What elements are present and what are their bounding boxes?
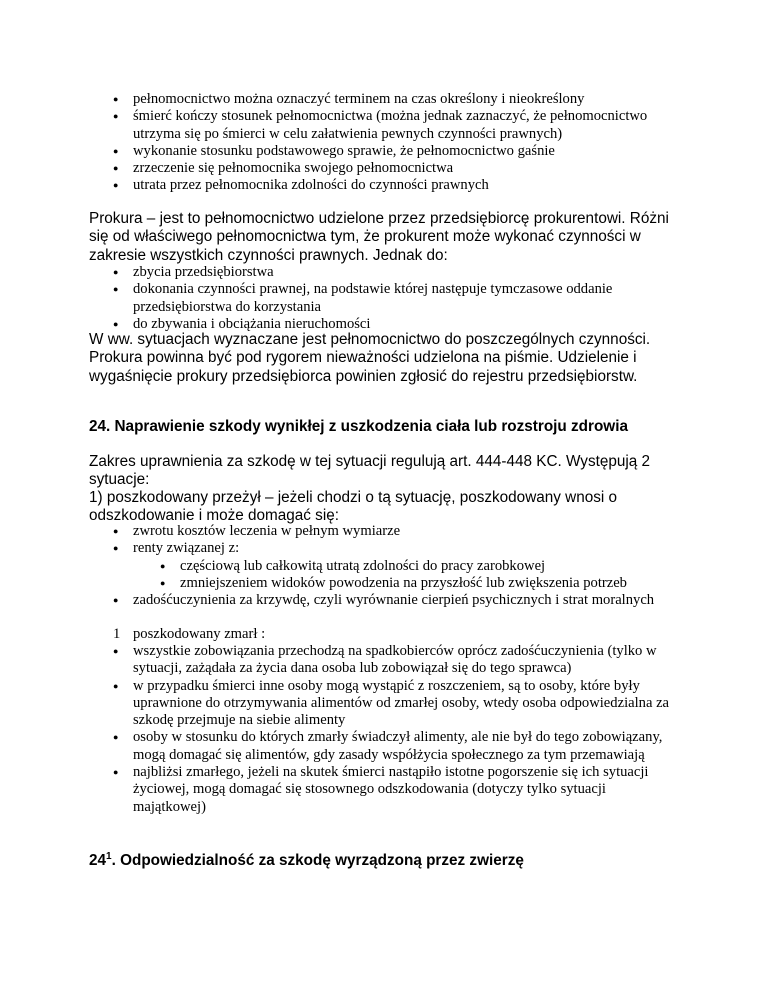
list-item: ● zwrotu kosztów leczenia w pełnym wymiarze [0, 523, 700, 540]
list-item: ● utrata przez pełnomocnika zdolności do czynności prawnych [0, 177, 662, 194]
list-item: ● zadośćuczynienia za krzywdę, czyli wyrównanie cierpień psychicznych i strat moralnych [0, 592, 700, 609]
list-subitem: ● częściową lub całkowitą utratą zdolności do pracy zarobkowej [0, 558, 700, 575]
heading-text: . Odpowiedzialność za szkodę wyrządzoną przez zwierzę [111, 852, 524, 869]
heading-superscript: 1 [106, 851, 112, 862]
list-item: ● osoby w stosunku do których zmarły świadczył alimenty, ale nie był do tego zobowiązany, mogą domagać się alimentów, gdy zasady współżycia społecznego za tym przemawiają [0, 729, 672, 764]
prokura-after-paragraph: W ww. sytuacjach wyznaczane jest pełnomocnictwo do poszczególnych czynności. Prokura powinna być pod rygorem nieważności udzielona na piśmie. Udzielenie i wygaśnięcie prokury przedsiębiorca powinien zgłosić do rejestru przedsiębiorstw. [89, 331, 651, 385]
section-heading-24-1 [0, 852, 760, 870]
list-item-label: renty związanej z: [133, 540, 240, 557]
list-death-consequences [0, 643, 760, 816]
list-item: ● najbliżsi zmarłego, jeżeli na skutek śmierci nastąpiło istotne pogorszenie się ich sytuacji życiowej, mogą domagać się stosownego odszkodowania (dotyczy tylko sytuacji majątkowej) [0, 764, 672, 816]
list-item: ● wykonanie stosunku podstawowego sprawie, że pełnomocnictwo gaśnie [0, 143, 662, 160]
scope-paragraph: Zakres uprawnienia za szkodę w tej sytuacji regulują art. 444-448 KC. Występują 2 sytuacje: [89, 453, 651, 489]
list-item: ● śmierć kończy stosunek pełnomocnictwa (można jednak zaznaczyć, że pełnomocnictwo utrzyma się po śmierci w celu załatwienia pewnych czynności prawnych) [0, 108, 662, 143]
list-pelnomocnictwo [0, 91, 760, 195]
list-subitem: ● zmniejszeniem widoków powodzenia na przyszłość lub zwiększenia potrzeb [0, 575, 700, 592]
list-item: ● zbycia przedsiębiorstwa [0, 264, 645, 281]
list-item: ● pełnomocnictwo można oznaczyć terminem na czas określony i nieokreślony [0, 91, 662, 108]
list-prokura-exceptions [0, 264, 760, 333]
situation-2-paragraph [0, 626, 760, 643]
section-heading-24: 24. Naprawienie szkody wynikłej z uszkodzenia ciała lub rozstroju zdrowia [89, 418, 628, 435]
list-compensation-claims [0, 523, 760, 609]
list-item [0, 540, 700, 592]
list-item: ● do zbywania i obciążania nieruchomości [0, 316, 645, 333]
situation-1-paragraph: 1) poszkodowany przeżył – jeżeli chodzi o tą sytuację, poszkodowany wnosi o odszkodowanie i może domagać się: [89, 489, 618, 525]
heading-number: 24 [89, 852, 107, 869]
prokura-paragraph: Prokura – jest to pełnomocnictwo udzielone przez przedsiębiorcę prokurentowi. Różni się od właściwego pełnomocnictwa tym, że prokurent może wykonać czynności w zakresie wszystkich czynności prawnych. Jednak do: [89, 210, 669, 264]
situation-2-text: poszkodowany zmarł : [133, 626, 266, 642]
list-item: ● dokonania czynności prawnej, na podstawie której następuje tymczasowe oddanie przedsiębiorstwa do korzystania [0, 281, 645, 316]
list-item: ● wszystkie zobowiązania przechodzą na spadkobierców oprócz zadośćuczynienia (tylko w sytuacji, zażądała za życia dana osoba lub zobowiązał się do tego sprawca) [0, 643, 672, 678]
list-item: ● zrzeczenie się pełnomocnika swojego pełnomocnictwa [0, 160, 662, 177]
situation-2-number: 1 [113, 626, 121, 642]
list-item: ● w przypadku śmierci inne osoby mogą wystąpić z roszczeniem, są to osoby, które były uprawnione do otrzymywania alimentów od zmarłej osoby, wtedy osoba odpowiedzialna za szkodę przejmuje na siebie alimenty [0, 678, 672, 730]
